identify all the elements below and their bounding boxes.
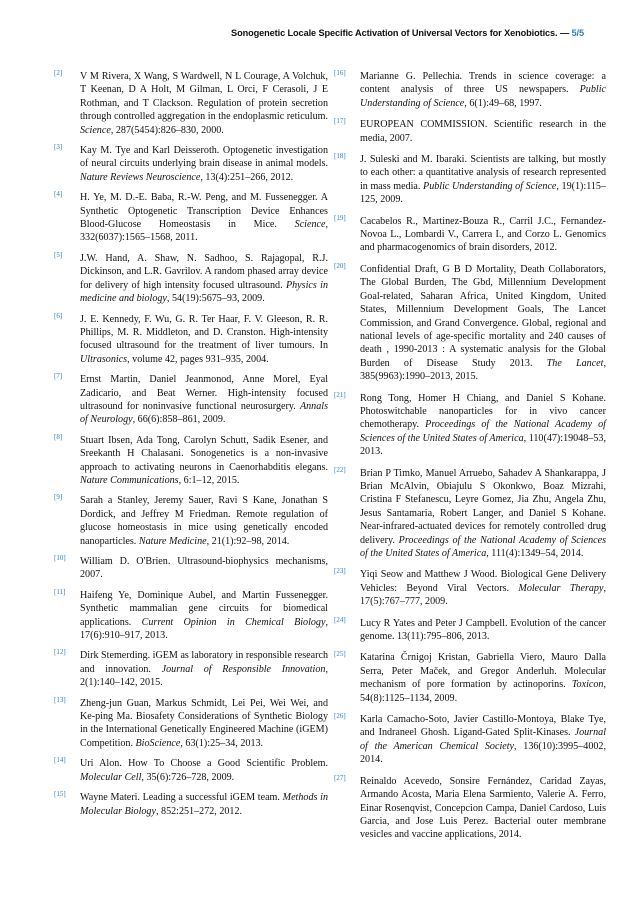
reference-source: Journal of Responsible Innovation — [161, 663, 326, 675]
reference-volume-pages: , 287(5454):826–830, 2000. — [110, 124, 224, 136]
reference-volume-pages: , 54(8):1125–1134, 2009. — [360, 679, 606, 704]
reference-authors-title: J.W. Hand, A. Shaw, N. Sadhoo, S. Rajagopal, R.J. Dickinson, and L.R. Gavrilov. A random phased array device for delivery of high intensity focused ultrasound. — [80, 252, 328, 291]
reference-authors-title: Rong Tong, Homer H Chiang, and Daniel S Kohane. Photoswitchable nanoparticles for in vivo cancer chemotherapy. — [360, 392, 606, 431]
reference-source: Science — [294, 219, 326, 231]
reference-authors-title: Katarina Črnigoj Kristan, Gabriella Viero, Mauro Dalla Serra, Peter Maček, and Gregor Anderluh. Molecular mechanism of pore formation by actinoporins. — [360, 652, 606, 691]
reference-authors-title: Sarah a Stanley, Jeremy Sauer, Ravi S Kane, Jonathan S Dordick, and Jeffrey M Friedman. Remote regulation of glucose homeostasis in mice using genetically encoded nanoparticles. — [80, 495, 328, 547]
reference-volume-pages: , 2(1):140–142, 2015. — [80, 663, 328, 689]
reference-source: Ultrasonics — [80, 353, 128, 365]
reference-source: Annals of Neurology — [80, 400, 328, 426]
reference-source: Nature Medicine — [138, 535, 207, 547]
reference-volume-pages: , 35(6):726–728, 2009. — [141, 771, 235, 783]
reference-text — [360, 713, 606, 767]
reference-source: Molecular Therapy — [518, 582, 604, 594]
reference-volume-pages: , 110(47):19048–53, 2013. — [360, 432, 606, 458]
reference-entry — [54, 252, 328, 306]
reference-authors-title: Yiqi Seow and Matthew J Wood. Biological Gene Delivery Vehicles: Beyond Viral Vectors. — [360, 569, 606, 594]
reference-text — [360, 568, 606, 608]
reference-entry — [54, 70, 328, 137]
reference-source: Public Understanding of Science — [360, 84, 606, 109]
reference-entry — [54, 555, 328, 582]
reference-volume-pages: , 332(6037):1565–1568, 2011. — [80, 219, 328, 244]
reference-entry — [334, 713, 606, 767]
reference-authors-title: William D. O'Brien. Ultrasound-biophysics mechanisms, 2007. — [80, 556, 328, 581]
reference-number: [11] — [54, 587, 66, 596]
reference-number: [10] — [54, 554, 66, 562]
reference-text — [360, 651, 606, 705]
reference-source: Current Opinion in Chemical Biology — [141, 616, 326, 628]
reference-number: [4] — [54, 190, 63, 199]
reference-text — [80, 697, 328, 751]
reference-number: [9] — [54, 493, 63, 502]
reference-volume-pages: , 21(1):92–98, 2014. — [206, 535, 290, 547]
reference-number: [24] — [334, 615, 346, 624]
reference-text — [360, 215, 606, 255]
reference-volume-pages: , 136(10):3995–4002, 2014. — [360, 740, 606, 766]
reference-entry — [54, 313, 328, 367]
reference-entry — [334, 775, 606, 842]
reference-text — [80, 494, 328, 548]
reference-number: [21] — [334, 390, 346, 399]
reference-entry — [334, 617, 606, 644]
reference-entry — [334, 467, 606, 561]
reference-text — [80, 252, 328, 306]
reference-source: Molecular Cell — [80, 771, 142, 783]
reference-source: Public Understanding of Science — [423, 180, 557, 192]
reference-source: BioScience — [135, 737, 181, 749]
reference-source: Nature Reviews Neuroscience — [80, 171, 201, 183]
reference-volume-pages: , 66(6):858–861, 2009. — [132, 414, 226, 426]
reference-number: [14] — [54, 756, 66, 765]
reference-volume-pages: , 54(19):5675–93, 2009. — [166, 293, 265, 305]
reference-text — [80, 144, 328, 184]
reference-entry — [54, 191, 328, 245]
reference-entry — [54, 589, 328, 643]
header-page-number: 5/5 — [571, 28, 584, 38]
reference-number: [27] — [334, 773, 346, 782]
reference-authors-title: J. Suleski and M. Ibaraki. Scientists are talking, but mostly to each other: a quantitative analysis of research represented in mass media. — [360, 154, 606, 192]
reference-authors-title: J. E. Kennedy, F. Wu, G. R. Ter Haar, F. V. Gleeson, R. R. Phillips, M. R. Middleton, and D. Cranston. High-intensity focused ultrasound for the treatment of liver tumours. In — [80, 313, 328, 352]
reference-authors-title: Kay M. Tye and Karl Deisseroth. Optogenetic investigation of neural circuits underlying brain disease in animal models. — [80, 145, 328, 170]
reference-text — [80, 373, 328, 427]
reference-text — [80, 791, 328, 818]
reference-entry — [334, 263, 606, 384]
reference-authors-title: Confidential Draft, G B D Mortality, Death Collaborators, The Global Burden, The Gbd, Millennium Development Goal-related, Saharan Africa, United Kingdom, United States, Millennium Development Goals, The Lancet Commission, and Grand Convergence. Global, regional and national levels of age-specific mortality and 240 causes of death , 1990-2013 : A systematic analysis for the Global Burden of Disease Study 2013. — [360, 263, 606, 369]
reference-source: Proceedings of the National Academy of Sciences of the United States of America — [360, 419, 606, 444]
reference-source: Journal of the American Chemical Society — [360, 727, 606, 752]
reference-entry — [54, 144, 328, 184]
reference-number: [20] — [334, 261, 346, 270]
reference-authors-title: EUROPEAN COMMISSION. Scientific research in the media, 2007. — [360, 119, 606, 144]
reference-authors-title: V M Rivera, X Wang, S Wardwell, N L Courage, A Volchuk, T Keenan, D A Holt, M Gilman, L Orci, F Cerasoli, J E Rothman, and T Clackson. Regulation of protein secretion through controlled aggregation in the endoplasmic reticulum. — [80, 71, 328, 123]
references-right-column — [334, 70, 606, 842]
reference-text — [80, 191, 328, 245]
reference-number: [18] — [334, 152, 346, 161]
reference-authors-title: Uri Alon. How To Choose a Good Scientific Problem. — [80, 758, 328, 770]
reference-entry — [334, 118, 606, 145]
reference-volume-pages: , volume 42, pages 931–935, 2004. — [127, 353, 269, 365]
reference-entry — [54, 649, 328, 689]
reference-number: [19] — [334, 213, 346, 222]
reference-authors-title: Zheng-jun Guan, Markus Schmidt, Lei Pei, Wei Wei, and Ke-ping Ma. Biosafety Considerations of Synthetic Biology in the International Genetically Engineered Machine (iGEM) Competition. — [80, 697, 328, 749]
reference-source: Methods in Molecular Biology — [80, 792, 328, 817]
reference-authors-title: Cacabelos R., Martinez-Bouza R., Carril J.C., Fernandez-Novoa L., Lombardi V., Carrera I., and Corzo L. Genomics and pharmacogenomics of brain disorders, 2012. — [360, 215, 606, 254]
reference-entry — [334, 70, 606, 110]
reference-volume-pages: , 63(1):25–34, 2013. — [180, 737, 264, 749]
reference-number: [22] — [334, 465, 346, 474]
reference-number: [8] — [54, 432, 63, 441]
reference-volume-pages: , 17(6):910–917, 2013. — [80, 616, 328, 642]
reference-number: [23] — [334, 567, 346, 576]
reference-text — [80, 555, 328, 582]
running-header — [40, 28, 584, 38]
reference-volume-pages: , 13(4):251–266, 2012. — [200, 171, 294, 183]
reference-source: Toxicon — [571, 679, 604, 691]
reference-volume-pages: , 111(4):1349–54, 2014. — [486, 548, 584, 559]
reference-number: [26] — [334, 712, 346, 721]
reference-authors-title: H. Ye, M. D.-E. Baba, R.-W. Peng, and M. Fussenegger. A Synthetic Optogenetic Transcription Device Enhances Blood-Glucose Homeostasis in Mice. — [80, 192, 328, 231]
reference-text — [80, 434, 328, 488]
reference-text — [360, 617, 606, 644]
reference-volume-pages: , 19(1):115–125, 2009. — [360, 180, 607, 206]
reference-text — [360, 70, 606, 110]
reference-text — [80, 757, 328, 784]
reference-volume-pages: , 852:251–272, 2012. — [155, 805, 243, 817]
reference-source: The Lancet — [546, 357, 604, 369]
reference-number: [15] — [54, 790, 66, 799]
reference-authors-title: Lucy R Yates and Peter J Campbell. Evolution of the cancer genome. 13(11):795–806, 2013. — [360, 617, 606, 643]
reference-text — [360, 392, 606, 459]
reference-text — [360, 467, 606, 561]
references-left-column — [54, 70, 328, 818]
reference-number: [13] — [54, 695, 66, 704]
reference-text — [80, 589, 328, 643]
reference-number: [6] — [54, 311, 63, 320]
reference-entry — [334, 568, 606, 608]
reference-source: Nature Communications — [80, 474, 179, 486]
reference-text — [360, 775, 606, 842]
reference-entry — [54, 757, 328, 784]
reference-entry — [334, 651, 606, 705]
reference-text — [360, 153, 606, 207]
reference-entry — [54, 373, 328, 427]
reference-authors-title: Marianne G. Pellechia. Trends in science coverage: a content analysis of three US newspapers. — [360, 71, 606, 96]
reference-authors-title: Wayne Materi. Leading a successful iGEM team. — [80, 792, 283, 804]
reference-authors-title: Stuart Ibsen, Ada Tong, Carolyn Schutt, Sadik Esener, and Sreekanth H Chalasani. Sonogenetics is a non-invasive approach to activating neurons in Caenorhabditis elegans. — [80, 434, 328, 473]
reference-source: Proceedings of the National Academy of Sciences of the United States of America — [360, 534, 607, 559]
reference-text — [360, 118, 606, 145]
reference-authors-title: Haifeng Ye, Dominique Aubel, and Martin Fussenegger. Synthetic mammalian gene circuits for biomedical applications. — [80, 589, 328, 628]
reference-volume-pages: , 17(5):767–777, 2009. — [360, 582, 606, 608]
reference-number: [7] — [54, 372, 63, 381]
reference-text — [80, 70, 328, 137]
reference-entry — [54, 697, 328, 751]
reference-number: [2] — [54, 69, 63, 77]
reference-volume-pages: , 385(9963):1990–2013, 2015. — [360, 357, 606, 383]
reference-volume-pages: , 6(1):49–68, 1997. — [464, 97, 542, 109]
reference-entry — [334, 392, 606, 459]
reference-text — [80, 649, 328, 689]
reference-entry — [54, 434, 328, 488]
reference-number: [16] — [334, 69, 346, 77]
reference-authors-title: Karla Camacho-Soto, Javier Castillo-Montoya, Blake Tye, and Indraneel Ghosh. Ligand-Gated Split-Kinases. — [360, 714, 606, 739]
reference-number: [5] — [54, 250, 63, 259]
reference-number: [17] — [334, 117, 346, 126]
reference-authors-title: Reinaldo Acevedo, Sonsire Fernández, Caridad Zayas, Armando Acosta, Maria Elena Sarmiento, Valerie A. Ferro, Einar Rosenqvist, Concepcion Campa, Daniel Cardoso, Luis Garcia, and Jose Luis Perez. Bacterial outer membrane vesicles and vaccine applications, 2014. — [360, 775, 606, 841]
reference-number: [25] — [334, 650, 346, 659]
reference-source: Science — [80, 124, 111, 136]
reference-authors-title: Dirk Stemerding. iGEM as laboratory in responsible research and innovation. — [80, 650, 328, 675]
reference-volume-pages: , 6:1–12, 2015. — [178, 474, 240, 486]
reference-number: [3] — [54, 143, 63, 152]
reference-text — [360, 263, 606, 384]
reference-entry — [54, 791, 328, 818]
reference-authors-title: Brian P Timko, Manuel Arruebo, Sahadev A Shankarappa, J Brian McAlvin, Obiajulu S Okonkwo, Boaz Mizrahi, Cristina F Stefanescu, Leyre Gomez, Jia Zhu, Angela Zhu, Jesus Santamaria, Robert Langer, and Daniel S Kohane. Near-infrared-actuated devices for remotely controlled drug delivery. — [360, 467, 606, 546]
reference-number: [12] — [54, 648, 66, 657]
reference-text — [80, 313, 328, 367]
reference-entry — [334, 153, 606, 207]
reference-source: Physics in medicine and biology — [80, 279, 328, 305]
reference-authors-title: Ernst Martin, Daniel Jeanmonod, Anne Morel, Eyal Zadicario, and Beat Werner. High-intensity focused ultrasound for noninvasive functional neurosurgery. — [80, 374, 328, 412]
header-title: Sonogenetic Locale Specific Activation of Universal Vectors for Xenobiotics. — — [231, 28, 570, 38]
reference-entry — [54, 494, 328, 548]
reference-entry — [334, 215, 606, 255]
